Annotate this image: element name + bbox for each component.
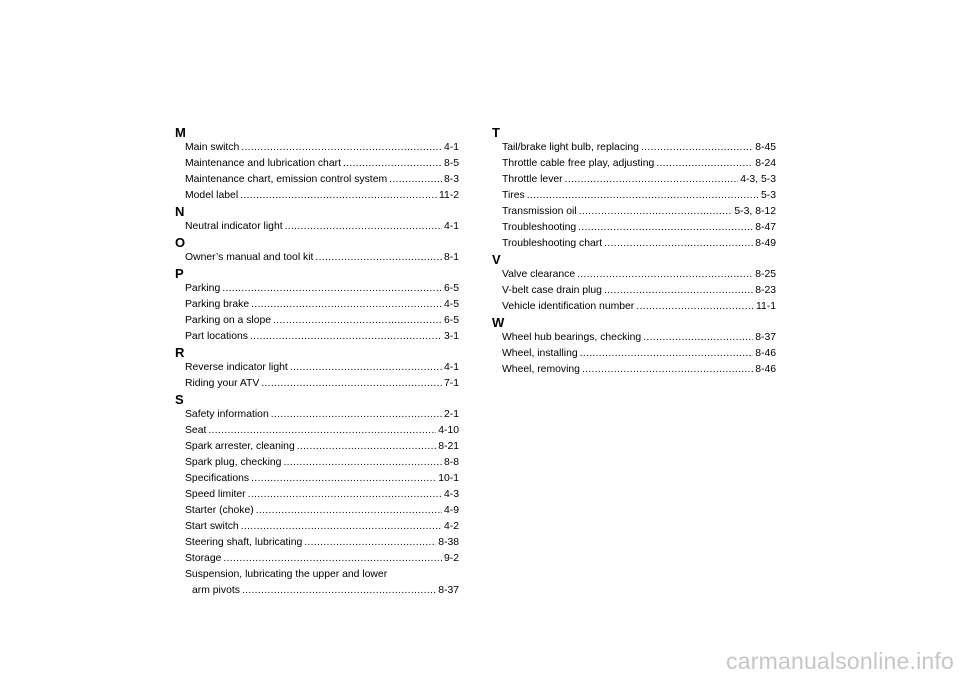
entry-label: Owner’s manual and tool kit — [185, 252, 314, 263]
entry-page: 11-1 — [755, 301, 776, 312]
entry-label: Troubleshooting chart — [502, 238, 603, 249]
entry-label: Storage — [185, 553, 222, 564]
entry-label: Maintenance and lubrication chart — [185, 158, 341, 169]
entry-page: 10-1 — [438, 473, 459, 484]
index-entry — [175, 360, 459, 376]
leader-dots — [250, 329, 442, 345]
leader-dots — [256, 503, 442, 519]
entry-page: 8-1 — [443, 252, 459, 263]
leader-dots — [271, 407, 442, 423]
index-entry — [175, 535, 459, 551]
entry-page: 8-3 — [443, 174, 459, 185]
section-letter-m: M — [175, 125, 186, 140]
section-letter-p: P — [175, 266, 184, 281]
leader-dots — [389, 172, 442, 188]
entry-label: Reverse indicator light — [185, 362, 288, 373]
entry-page: 8-8 — [443, 457, 459, 468]
index-entry — [492, 188, 776, 204]
index-column-right — [492, 125, 776, 378]
index-entry — [492, 172, 776, 188]
leader-dots — [304, 535, 436, 551]
index-entry — [175, 376, 459, 392]
entry-label: Steering shaft, lubricating — [185, 537, 303, 548]
leader-dots — [208, 423, 436, 439]
entry-page: 8-25 — [755, 269, 776, 280]
entry-label: Main switch — [185, 142, 240, 153]
entry-page: 4-9 — [443, 505, 459, 516]
entry-page: 8-23 — [755, 285, 776, 296]
index-entry — [492, 283, 776, 299]
entry-page: 8-38 — [438, 537, 459, 548]
leader-dots — [577, 267, 753, 283]
entry-label: Start switch — [185, 521, 239, 532]
entry-page: 4-10 — [438, 425, 459, 436]
entry-page: 8-21 — [438, 441, 459, 452]
entry-label: Specifications — [185, 473, 250, 484]
entry-label: Throttle lever — [502, 174, 563, 185]
leader-dots — [636, 299, 754, 315]
index-entry — [175, 583, 459, 599]
entry-label: Wheel, removing — [502, 364, 580, 375]
entry-page: 8-37 — [438, 585, 459, 596]
entry-label: Model label — [185, 190, 239, 201]
entry-label: Tires — [502, 190, 525, 201]
leader-dots — [343, 156, 442, 172]
entry-page: 8-45 — [755, 142, 776, 153]
leader-dots — [242, 583, 436, 599]
section-letter-w: W — [492, 315, 505, 330]
entry-label: Speed limiter — [185, 489, 246, 500]
index-entry — [175, 455, 459, 471]
entry-page: 4-1 — [443, 362, 459, 373]
leader-dots — [241, 140, 442, 156]
leader-dots — [290, 360, 442, 376]
entry-page: 7-1 — [443, 378, 459, 389]
index-entry — [175, 156, 459, 172]
leader-dots — [251, 297, 442, 313]
index-entry — [175, 551, 459, 567]
entry-page: 8-46 — [755, 364, 776, 375]
entry-label: Parking on a slope — [185, 315, 272, 326]
index-entry — [175, 503, 459, 519]
entry-label: Starter (choke) — [185, 505, 254, 516]
entry-page: 8-24 — [755, 158, 776, 169]
leader-dots — [273, 313, 442, 329]
entry-label: Maintenance chart, emission control system — [185, 174, 388, 185]
entry-page: 2-1 — [443, 409, 459, 420]
leader-dots — [604, 236, 753, 252]
leader-dots — [580, 346, 754, 362]
entry-label: V-belt case drain plug — [502, 285, 602, 296]
index-entry — [492, 299, 776, 315]
leader-dots — [241, 519, 442, 535]
leader-dots — [222, 281, 442, 297]
entry-label: Seat — [185, 425, 207, 436]
leader-dots — [582, 362, 753, 378]
index-entry — [492, 236, 776, 252]
index-entry — [175, 140, 459, 156]
section-letter-n: N — [175, 204, 185, 219]
leader-dots — [248, 487, 442, 503]
entry-page: 11-2 — [438, 190, 459, 201]
index-entry — [175, 407, 459, 423]
index-entry — [175, 329, 459, 345]
index-entry — [175, 313, 459, 329]
entry-label: Safety information — [185, 409, 269, 420]
index-entry — [175, 519, 459, 535]
leader-dots — [251, 471, 436, 487]
leader-dots — [643, 330, 753, 346]
entry-label: Part locations — [185, 331, 248, 342]
entry-page: 4-3, 5-3 — [740, 174, 776, 185]
index-entry — [175, 471, 459, 487]
leader-dots — [579, 204, 733, 220]
index-entry — [175, 487, 459, 503]
entry-page: 6-5 — [443, 315, 459, 326]
watermark: carmanualsonline.info — [726, 648, 954, 674]
index-entry — [175, 439, 459, 455]
index-entry — [492, 140, 776, 156]
entry-label: Spark arrester, cleaning — [185, 441, 295, 452]
leader-dots — [578, 220, 753, 236]
entry-label: Parking brake — [185, 299, 250, 310]
index-entry — [492, 346, 776, 362]
section-letter-v: V — [492, 252, 501, 267]
entry-page: 8-37 — [755, 332, 776, 343]
leader-dots — [223, 551, 442, 567]
entry-page: 8-5 — [443, 158, 459, 169]
section-letter-t: T — [492, 125, 500, 140]
section-letter-s: S — [175, 392, 184, 407]
index-entry-continued: Suspension, lubricating the upper and lower — [185, 569, 388, 580]
section-letter-r: R — [175, 345, 185, 360]
index-entry — [175, 281, 459, 297]
index-entry — [492, 362, 776, 378]
leader-dots — [565, 172, 739, 188]
index-entry — [492, 267, 776, 283]
index-entry — [175, 219, 459, 235]
entry-page: 3-1 — [443, 331, 459, 342]
entry-page: 8-49 — [755, 238, 776, 249]
entry-label: Valve clearance — [502, 269, 576, 280]
index-entry — [175, 250, 459, 266]
entry-label: Wheel, installing — [502, 348, 578, 359]
entry-page: 9-2 — [443, 553, 459, 564]
entry-page: 4-1 — [443, 142, 459, 153]
leader-dots — [240, 188, 437, 204]
index-entry — [492, 156, 776, 172]
entry-label: Troubleshooting — [502, 222, 577, 233]
index-column-left — [175, 125, 459, 599]
entry-page: 5-3, 8-12 — [734, 206, 776, 217]
entry-label: Neutral indicator light — [185, 221, 283, 232]
index-entry — [492, 204, 776, 220]
index-entry — [492, 330, 776, 346]
entry-page: 4-1 — [443, 221, 459, 232]
index-entry — [175, 297, 459, 313]
leader-dots — [641, 140, 753, 156]
entry-page: 8-46 — [755, 348, 776, 359]
leader-dots — [604, 283, 753, 299]
entry-label: Vehicle identification number — [502, 301, 635, 312]
leader-dots — [261, 376, 442, 392]
leader-dots — [285, 219, 442, 235]
leader-dots — [315, 250, 442, 266]
entry-label: Riding your ATV — [185, 378, 260, 389]
entry-label: Spark plug, checking — [185, 457, 282, 468]
leader-dots — [283, 455, 442, 471]
entry-label: Tail/brake light bulb, replacing — [502, 142, 639, 153]
entry-page: 8-47 — [755, 222, 776, 233]
section-letter-o: O — [175, 235, 186, 250]
leader-dots — [297, 439, 436, 455]
leader-dots — [656, 156, 753, 172]
entry-label: Parking — [185, 283, 221, 294]
index-entry — [175, 172, 459, 188]
entry-label: Wheel hub bearings, checking — [502, 332, 642, 343]
entry-label: Transmission oil — [502, 206, 577, 217]
entry-page: 6-5 — [443, 283, 459, 294]
entry-page: 4-3 — [443, 489, 459, 500]
entry-page: 5-3 — [760, 190, 776, 201]
entry-page: 4-2 — [443, 521, 459, 532]
index-entry — [175, 188, 459, 204]
entry-page: 4-5 — [443, 299, 459, 310]
index-entry — [175, 423, 459, 439]
index-entry — [492, 220, 776, 236]
entry-label: arm pivots — [192, 585, 240, 596]
leader-dots — [527, 188, 759, 204]
entry-label: Throttle cable free play, adjusting — [502, 158, 655, 169]
